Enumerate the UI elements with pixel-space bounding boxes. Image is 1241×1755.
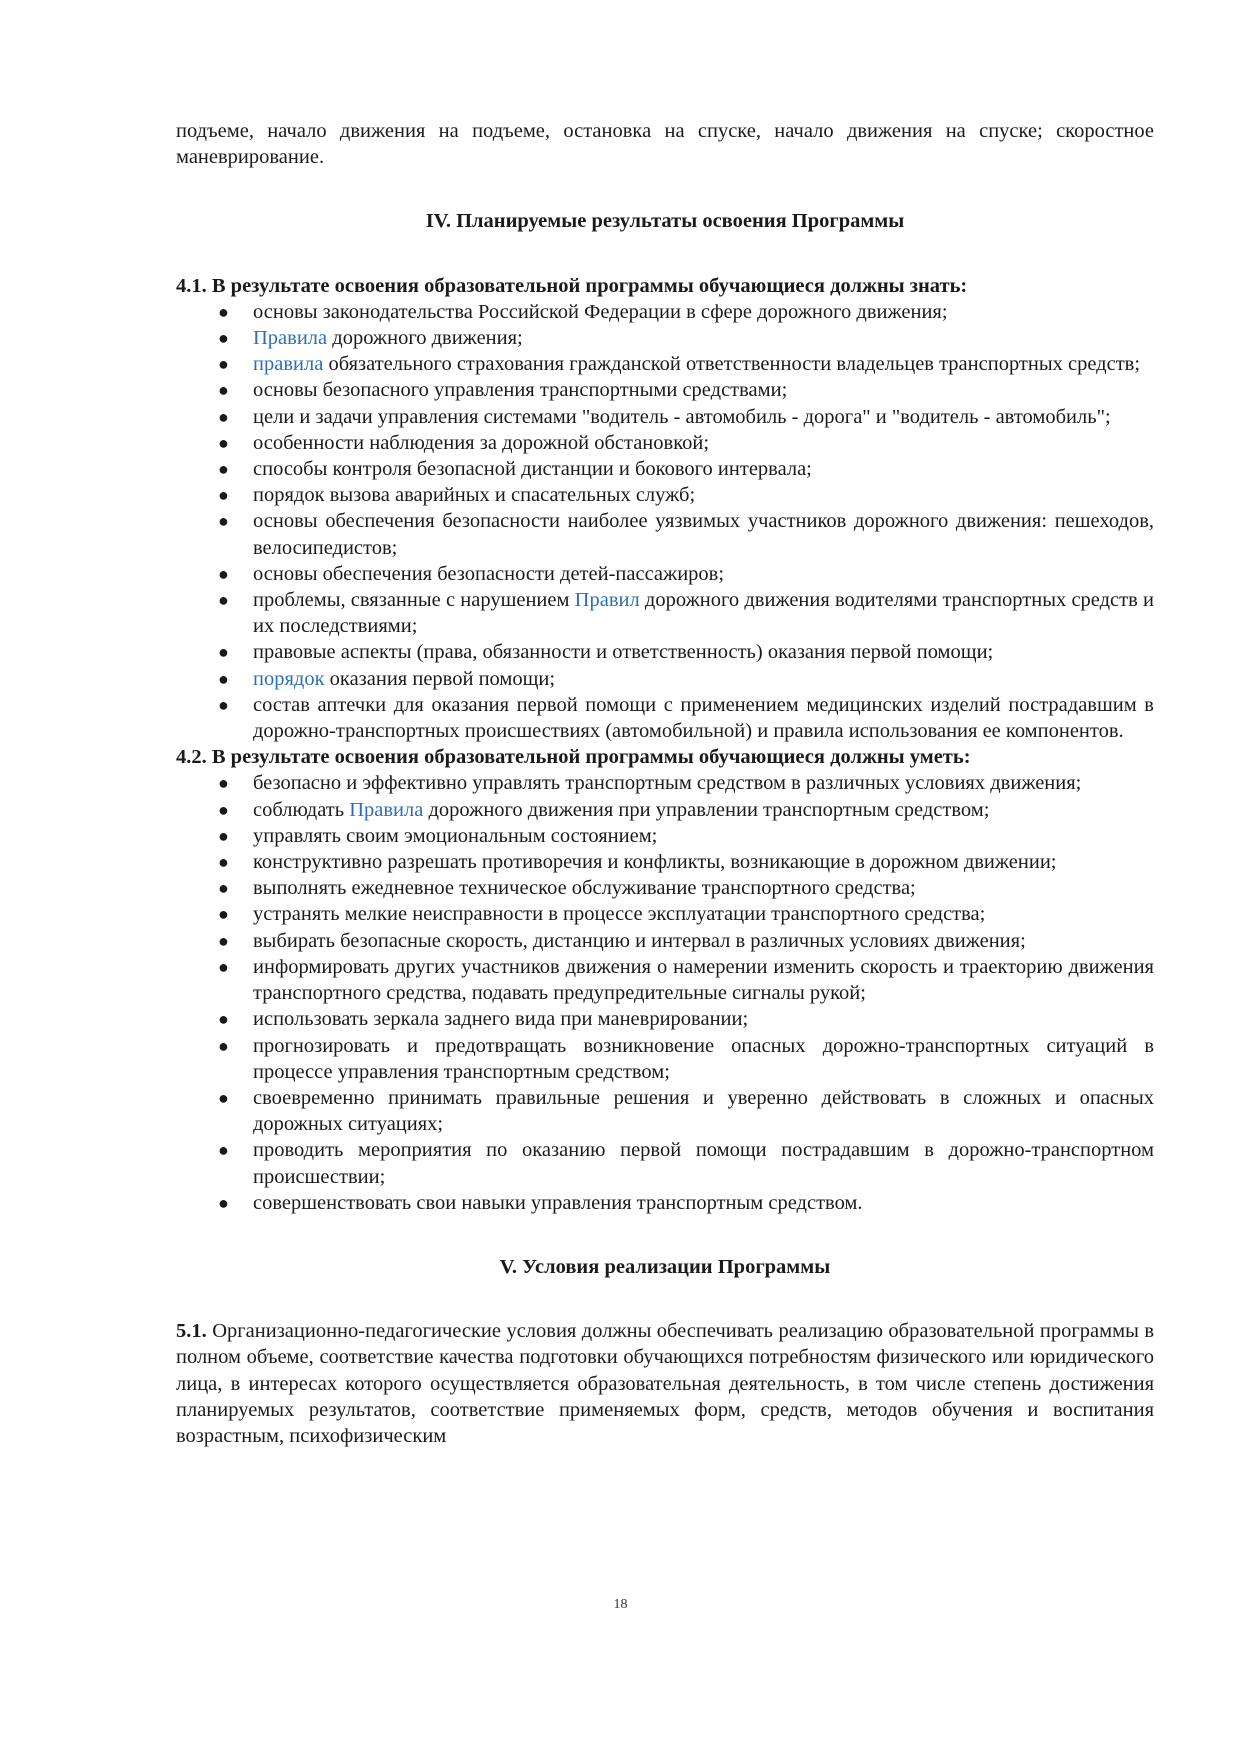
- list-item-text: безопасно и эффективно управлять транспортным средством в различных условиях движения;: [253, 772, 1082, 795]
- bullet-icon: ●: [218, 432, 229, 453]
- subsection-4-1-heading: 4.1. В результате освоения образовательной программы обучающиеся должны знать:: [176, 274, 968, 297]
- bullet-icon: ●: [218, 852, 229, 873]
- list-item: [176, 377, 1154, 403]
- bullet-icon: ●: [218, 563, 229, 584]
- list-item-text: устранять мелкие неисправности в процессе эксплуатации транспортного средства;: [253, 903, 986, 926]
- hyperlink[interactable]: Правила: [349, 798, 424, 821]
- list-item: [176, 404, 1154, 430]
- bullet-icon: ●: [218, 328, 229, 349]
- list-item: [176, 954, 1154, 1006]
- bullet-icon: ●: [218, 668, 229, 689]
- list-item-text: использовать зеркала заднего вида при маневрировании;: [253, 1008, 749, 1031]
- hyperlink[interactable]: Правил: [574, 589, 640, 612]
- list-item-text: способы контроля безопасной дистанции и бокового интервала;: [253, 458, 812, 481]
- list-item-text: управлять своим эмоциональным состоянием;: [253, 824, 658, 847]
- list-item-text: дорожного движения водителями транспортных средств и их последствиями;: [253, 589, 1154, 638]
- bullet-icon: ●: [218, 930, 229, 951]
- bullet-icon: ●: [218, 1035, 229, 1056]
- list-item: [176, 1033, 1154, 1085]
- list-item-text: основы безопасного управления транспортными средствами;: [253, 379, 788, 402]
- list-item-text: выбирать безопасные скорость, дистанцию и интервал в различных условиях движения;: [253, 929, 1026, 952]
- bullet-icon: ●: [218, 406, 229, 427]
- bullet-icon: ●: [218, 485, 229, 506]
- list-item: [176, 299, 1154, 325]
- list-item-text: порядок вызова аварийных и спасательных служб;: [253, 484, 696, 507]
- hyperlink[interactable]: правила: [253, 353, 324, 376]
- list-item: [176, 1137, 1154, 1189]
- list-item-text: конструктивно разрешать противоречия и конфликты, возникающие в дорожном движении;: [253, 851, 1057, 874]
- list-item: [176, 666, 1154, 692]
- bullet-icon: ●: [218, 301, 229, 322]
- list-item-text: проводить мероприятия по оказанию первой помощи пострадавшим в дорожно-транспортном происшествии;: [253, 1139, 1154, 1188]
- list-item-text: оказания первой помощи;: [324, 667, 556, 690]
- list-item-text: дорожного движения при управлении транспортным средством;: [423, 798, 990, 821]
- list-item: [176, 901, 1154, 927]
- page-content: [176, 118, 1154, 1449]
- bullet-icon: ●: [218, 642, 229, 663]
- list-item-text: состав аптечки для оказания первой помощи с применением медицинских изделий пострадавшим в дорожно-транспортных происшествиях (автомобильной) и правила использования ее компонентов.: [253, 693, 1154, 743]
- paragraph-5-1: [176, 1318, 1154, 1449]
- list-item-text: информировать других участников движения о намерении изменить скорость и траекторию движения транспортного средства, подавать предупредительные сигналы рукой;: [253, 955, 1154, 1005]
- bullet-icon: ●: [218, 1192, 229, 1213]
- intro-paragraph-line1: подъеме, начало движения на подъеме, остановка на спуске, начало движения на спуске; скоростное: [176, 120, 1154, 142]
- list-item-text: прогнозировать и предотвращать возникновение опасных дорожно-транспортных ситуаций в процессе управления транспортным средством;: [253, 1034, 1154, 1083]
- list-item-text: правовые аспекты (права, обязанности и ответственность) оказания первой помощи;: [253, 641, 994, 664]
- bullet-icon: ●: [218, 459, 229, 480]
- list-item: [176, 849, 1154, 875]
- list-item: [176, 639, 1154, 665]
- bullet-icon: ●: [218, 799, 229, 820]
- list-item: [176, 1006, 1154, 1032]
- able-list: [176, 770, 1154, 1215]
- list-item: [176, 928, 1154, 954]
- bullet-icon: ●: [218, 825, 229, 846]
- list-item: [176, 351, 1154, 377]
- list-item: [176, 1190, 1154, 1216]
- bullet-icon: ●: [218, 354, 229, 375]
- list-item: [176, 508, 1154, 560]
- subsection-4-2-heading: 4.2. В результате освоения образовательной программы обучающиеся должны уметь:: [176, 746, 971, 769]
- list-item-text: особенности наблюдения за дорожной обстановкой;: [253, 431, 710, 454]
- list-item: [176, 1085, 1154, 1137]
- hyperlink[interactable]: порядок: [253, 667, 325, 690]
- bullet-icon: ●: [218, 380, 229, 401]
- list-item: [176, 482, 1154, 508]
- intro-paragraph-line2: маневрирование.: [176, 146, 325, 169]
- list-item: [176, 430, 1154, 456]
- list-item: [176, 561, 1154, 587]
- bullet-icon: ●: [218, 904, 229, 925]
- section-4-title: IV. Планируемые результаты освоения Программы: [425, 210, 905, 233]
- bullet-icon: ●: [218, 511, 229, 532]
- list-item: [176, 823, 1154, 849]
- list-item: [176, 875, 1154, 901]
- list-item-text: дорожного движения;: [327, 327, 523, 350]
- bullet-icon: ●: [218, 1087, 229, 1108]
- list-item-text: основы обеспечения безопасности наиболее уязвимых участников дорожного движения: пешеходов, велосипедистов;: [253, 510, 1154, 559]
- list-item-text: своевременно принимать правильные решения и уверенно действовать в сложных и опасных дорожных ситуациях;: [253, 1086, 1154, 1136]
- hyperlink[interactable]: Правила: [253, 327, 328, 350]
- list-item: [176, 587, 1154, 639]
- list-item: [176, 692, 1154, 744]
- bullet-icon: ●: [218, 694, 229, 715]
- list-item-text-pre: проблемы, связанные с нарушением: [253, 589, 575, 612]
- list-item-text-pre: соблюдать: [253, 798, 350, 821]
- list-item-text: цели и задачи управления системами "водитель - автомобиль - дорога" и "водитель - автомобиль";: [253, 405, 1111, 428]
- list-item: [176, 325, 1154, 351]
- section-5-title: V. Условия реализации Программы: [499, 1255, 831, 1278]
- bullet-icon: ●: [218, 590, 229, 611]
- bullet-icon: ●: [218, 1140, 229, 1161]
- know-list: [176, 299, 1154, 744]
- bullet-icon: ●: [218, 773, 229, 794]
- list-item-text: обязательного страхования гражданской ответственности владельцев транспортных средств;: [323, 353, 1141, 376]
- paragraph-5-1-text: Организационно-педагогические условия должны обеспечивать реализацию образовательной программы в полном объеме, соответствие качества подготовки обучающихся потребностям физического или юридического лица, в интересах которого осуществляется образовательная деятельность, в том числе степень достижения планируемых результатов, соответствие применяемых форм, средств, методов обучения и воспитания возрастным, психофизическим: [176, 1320, 1154, 1447]
- list-item-text: основы законодательства Российской Федерации в сфере дорожного движения;: [253, 300, 948, 323]
- page-number: 18: [613, 1597, 628, 1612]
- list-item: [176, 456, 1154, 482]
- bullet-icon: ●: [218, 956, 229, 977]
- list-item-text: выполнять ежедневное техническое обслуживание транспортного средства;: [253, 877, 916, 900]
- list-item-text: совершенствовать свои навыки управления транспортным средством.: [253, 1191, 863, 1214]
- bullet-icon: ●: [218, 878, 229, 899]
- paragraph-5-1-number: 5.1.: [176, 1320, 207, 1343]
- list-item: [176, 797, 1154, 823]
- bullet-icon: ●: [218, 1009, 229, 1030]
- list-item-text: основы обеспечения безопасности детей-пассажиров;: [253, 562, 725, 585]
- list-item: [176, 770, 1154, 796]
